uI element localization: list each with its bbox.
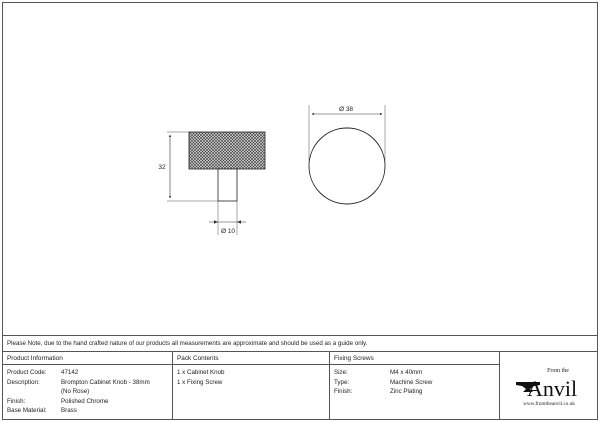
row-value: 1 x Cabinet Knob [177,369,225,376]
row-value: Zinc Plating [390,388,423,396]
pack-contents-heading: Pack Contents [173,352,329,365]
row-value: M4 x 40mm [390,369,423,376]
row-key: Product Code: [7,369,47,376]
base-material-row [3,406,172,416]
diameter-label: Ø 38 [338,106,354,113]
product-information-section [3,352,173,420]
stem-label: Ø 10 [220,228,236,235]
fixing-screws-heading: Fixing Screws [330,352,499,365]
row-value: Brompton Cabinet Knob - 38mm [61,378,150,386]
disclaimer-note: Please Note, due to the hand crafted nature of our products all measurements are approximate and should be used as a guide only. [3,335,597,351]
row-key: Finish: [7,397,26,405]
row-key: Type: [334,378,350,386]
description-row [3,378,172,388]
logo-brand-text: Anvil [526,376,578,401]
row-value: 1 x Fixing Screw [177,378,223,386]
top-view [309,105,385,204]
knob-top-circle [309,128,385,204]
row-value: Machine Screw [390,378,433,386]
row-value: 47142 [61,369,79,376]
pack-contents-section [173,352,330,420]
logo-url-text: www.fromtheanvil.co.uk [523,401,575,407]
screw-type-row [330,378,499,388]
pack-item-row [173,368,329,378]
row-key: Finish: [334,388,353,396]
product-information-heading: Product Information [3,352,172,365]
row-key: Base Material: [7,407,47,415]
description-continued-row [3,387,172,397]
screw-finish-row [330,387,499,397]
product-code-row [3,368,172,378]
technical-sheet [2,2,598,420]
pack-item-row [173,378,329,388]
row-value: (No Rose) [61,388,90,396]
row-value: Polished Chrome [61,397,109,405]
row-key: Size: [334,369,348,376]
fixing-screws-section [330,352,500,420]
side-view [158,132,265,235]
screw-size-row [330,368,499,378]
technical-drawing [3,3,599,335]
row-key: Description: [7,378,40,386]
info-table [3,351,597,420]
brand-logo-section [500,352,597,420]
knob-head [189,132,265,169]
finish-row [3,397,172,407]
height-label: 32 [158,164,166,171]
logo-small-text: From the [547,368,569,374]
row-value: Brass [61,407,77,415]
knob-stem [218,169,237,201]
brand-logo [500,352,597,420]
